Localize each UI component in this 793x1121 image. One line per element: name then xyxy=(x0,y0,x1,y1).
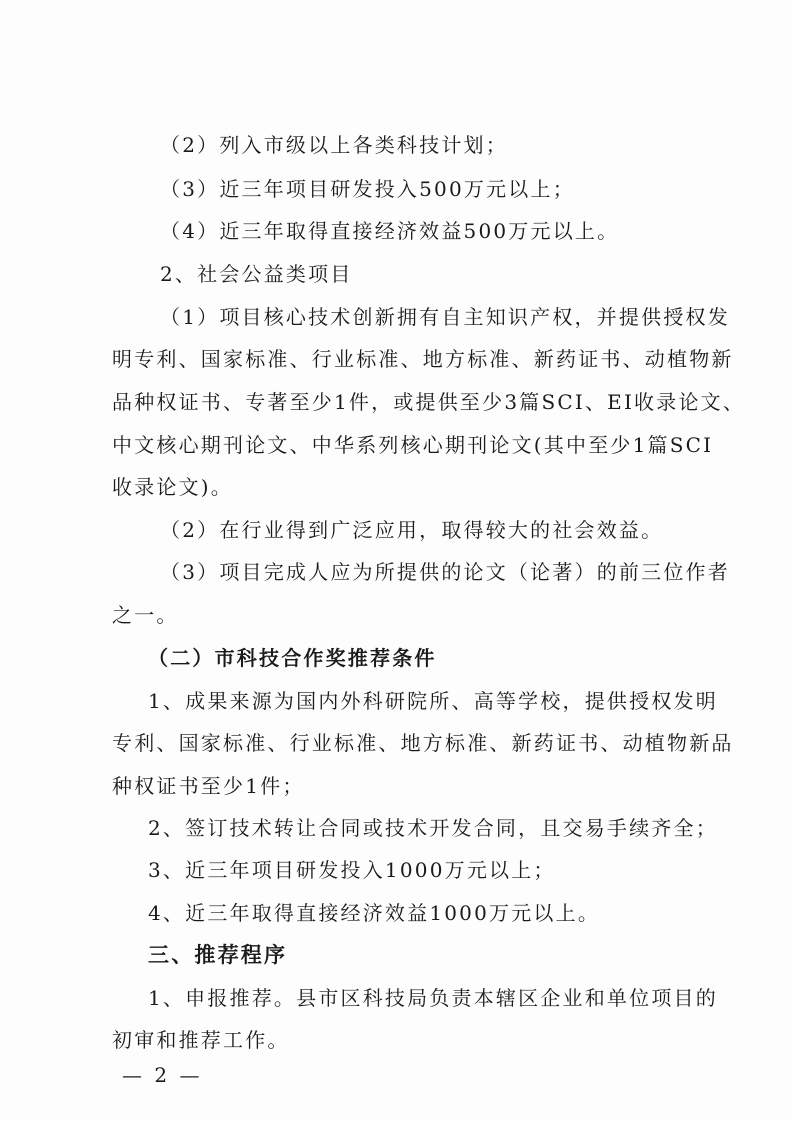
cond-1-line2: 专利、国家标准、行业标准、地方标准、新药证书、动植物新品 xyxy=(112,731,734,755)
item-2-wide-application: （2）在行业得到广泛应用，取得较大的社会效益。 xyxy=(160,518,664,542)
cond-3-investment: 3、近三年项目研发投入1000万元以上； xyxy=(148,858,556,882)
procedure-1-line1: 1、申报推荐。县市区科技局负责本辖区企业和单位项目的 xyxy=(148,986,718,1010)
item-4-economic-benefit: （4）近三年取得直接经济效益500万元以上。 xyxy=(160,219,620,243)
cond-2-contract: 2、签订技术转让合同或技术开发合同，且交易手续齐全； xyxy=(148,816,718,840)
para-core-tech-line3: 品种权证书、专著至少1件，或提供至少3篇SCI、EI收录论文、 xyxy=(112,390,746,414)
para-core-tech-line4: 中文核心期刊论文、中华系列核心期刊论文(其中至少1篇SCI xyxy=(112,433,714,457)
section-cooperation-award: （二）市科技合作奖推荐条件 xyxy=(148,646,437,670)
subsection-public-welfare: 2、社会公益类项目 xyxy=(160,262,353,286)
page-number: — 2 — xyxy=(122,1063,203,1087)
para-core-tech-line1: （1）项目核心技术创新拥有自主知识产权，并提供授权发 xyxy=(160,305,730,329)
item-3-author-line2: 之一。 xyxy=(112,603,179,627)
para-core-tech-line2: 明专利、国家标准、行业标准、地方标准、新药证书、动植物新 xyxy=(112,347,734,371)
procedure-1-line2: 初审和推荐工作。 xyxy=(112,1028,290,1052)
section-recommendation-procedure: 三、推荐程序 xyxy=(148,943,288,967)
cond-4-benefit: 4、近三年取得直接经济效益1000万元以上。 xyxy=(148,901,601,925)
cond-1-line3: 种权证书至少1件； xyxy=(112,774,305,798)
para-core-tech-line5: 收录论文)。 xyxy=(112,475,234,499)
item-3-rd-investment: （3）近三年项目研发投入500万元以上； xyxy=(160,177,575,201)
item-3-author-line1: （3）项目完成人应为所提供的论文（论著）的前三位作者 xyxy=(160,560,730,584)
item-2-science-plan: （2）列入市级以上各类科技计划； xyxy=(160,133,508,157)
cond-1-line1: 1、成果来源为国内外科研院所、高等学校，提供授权发明 xyxy=(148,689,718,713)
